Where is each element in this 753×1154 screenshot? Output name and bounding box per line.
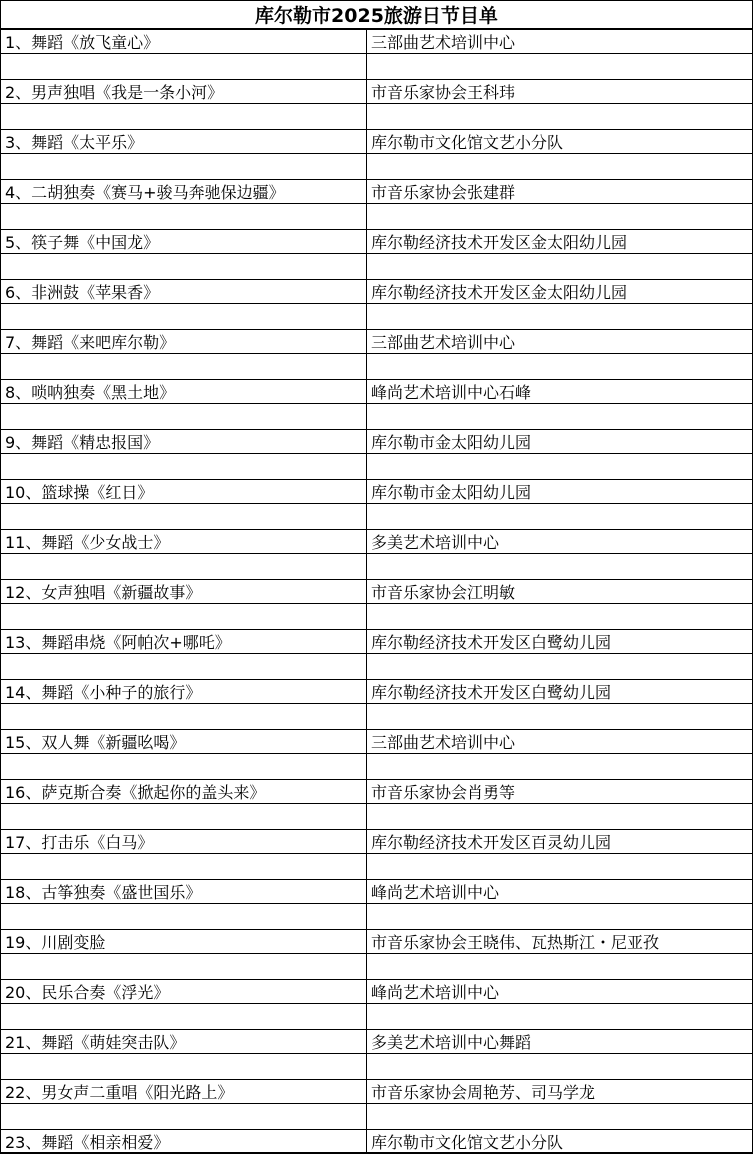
empty-cell (1, 104, 367, 130)
performer-cell: 三部曲艺术培训中心 (367, 330, 753, 354)
table-row (1, 580, 753, 604)
table-row (1, 1080, 753, 1104)
spacer-row (1, 204, 753, 230)
table-row (1, 930, 753, 954)
spacer-row (1, 454, 753, 480)
program-cell: 12、女声独唱《新疆故事》 (1, 580, 367, 604)
empty-cell (1, 804, 367, 830)
program-cell: 19、川剧变脸 (1, 930, 367, 954)
empty-cell (367, 454, 753, 480)
empty-cell (1, 1054, 367, 1080)
spacer-row (1, 904, 753, 930)
empty-cell (1, 704, 367, 730)
empty-cell (1, 754, 367, 780)
table-row (1, 380, 753, 404)
performer-cell: 峰尚艺术培训中心石峰 (367, 380, 753, 404)
empty-cell (1, 254, 367, 280)
empty-cell (1, 1004, 367, 1030)
program-cell: 15、双人舞《新疆吆喝》 (1, 730, 367, 754)
performer-cell: 市音乐家协会周艳芳、司马学龙 (367, 1080, 753, 1104)
performer-cell: 三部曲艺术培训中心 (367, 730, 753, 754)
empty-cell (1, 1104, 367, 1130)
program-cell: 17、打击乐《白马》 (1, 830, 367, 854)
performer-cell: 市音乐家协会张建群 (367, 180, 753, 204)
performer-cell: 峰尚艺术培训中心 (367, 980, 753, 1004)
empty-cell (367, 1104, 753, 1130)
table-row (1, 680, 753, 704)
empty-cell (367, 154, 753, 180)
spacer-row (1, 804, 753, 830)
spacer-row (1, 854, 753, 880)
empty-cell (367, 404, 753, 430)
performer-cell: 市音乐家协会江明敏 (367, 580, 753, 604)
empty-cell (367, 954, 753, 980)
empty-cell (1, 554, 367, 580)
empty-cell (367, 254, 753, 280)
empty-cell (367, 304, 753, 330)
spacer-row (1, 404, 753, 430)
program-cell: 21、舞蹈《萌娃突击队》 (1, 1030, 367, 1054)
spacer-row (1, 954, 753, 980)
table-row (1, 330, 753, 354)
empty-cell (1, 204, 367, 230)
table-row (1, 180, 753, 204)
performer-cell: 市音乐家协会王科玮 (367, 80, 753, 104)
program-cell: 4、二胡独奏《赛马+骏马奔驰保边疆》 (1, 180, 367, 204)
empty-cell (367, 554, 753, 580)
empty-cell (367, 854, 753, 880)
performer-cell: 库尔勒经济技术开发区金太阳幼儿园 (367, 230, 753, 254)
empty-cell (1, 604, 367, 630)
program-table-body (1, 30, 753, 1154)
spacer-row (1, 654, 753, 680)
empty-cell (1, 54, 367, 80)
empty-cell (367, 654, 753, 680)
performer-cell: 库尔勒经济技术开发区白鹭幼儿园 (367, 680, 753, 704)
spacer-row (1, 604, 753, 630)
table-row (1, 1030, 753, 1054)
program-cell: 6、非洲鼓《苹果香》 (1, 280, 367, 304)
empty-cell (367, 354, 753, 380)
program-table (0, 29, 753, 1154)
empty-cell (1, 404, 367, 430)
table-row (1, 430, 753, 454)
performer-cell: 库尔勒市金太阳幼儿园 (367, 480, 753, 504)
table-row (1, 130, 753, 154)
table-row (1, 530, 753, 554)
performer-cell: 库尔勒经济技术开发区金太阳幼儿园 (367, 280, 753, 304)
empty-cell (367, 804, 753, 830)
table-row (1, 80, 753, 104)
program-cell: 22、男女声二重唱《阳光路上》 (1, 1080, 367, 1104)
spacer-row (1, 54, 753, 80)
empty-cell (367, 204, 753, 230)
table-row (1, 780, 753, 804)
empty-cell (1, 354, 367, 380)
program-cell: 10、篮球操《红日》 (1, 480, 367, 504)
empty-cell (367, 54, 753, 80)
empty-cell (1, 454, 367, 480)
empty-cell (367, 104, 753, 130)
spacer-row (1, 704, 753, 730)
performer-cell: 库尔勒市文化馆文艺小分队 (367, 130, 753, 154)
performer-cell: 库尔勒经济技术开发区白鹭幼儿园 (367, 630, 753, 654)
spacer-row (1, 554, 753, 580)
program-cell: 13、舞蹈串烧《阿帕次+哪吒》 (1, 630, 367, 654)
empty-cell (1, 654, 367, 680)
table-row (1, 30, 753, 54)
program-cell: 3、舞蹈《太平乐》 (1, 130, 367, 154)
spacer-row (1, 504, 753, 530)
empty-cell (1, 154, 367, 180)
table-row (1, 280, 753, 304)
empty-cell (367, 604, 753, 630)
table-row (1, 830, 753, 854)
spacer-row (1, 754, 753, 780)
performer-cell: 三部曲艺术培训中心 (367, 30, 753, 54)
program-cell: 23、舞蹈《相亲相爱》 (1, 1130, 367, 1154)
empty-cell (1, 854, 367, 880)
program-cell: 16、萨克斯合奏《掀起你的盖头来》 (1, 780, 367, 804)
program-cell: 8、唢呐独奏《黑土地》 (1, 380, 367, 404)
spacer-row (1, 254, 753, 280)
empty-cell (1, 904, 367, 930)
table-row (1, 880, 753, 904)
empty-cell (1, 304, 367, 330)
performer-cell: 市音乐家协会王晓伟、瓦热斯江・尼亚孜 (367, 930, 753, 954)
program-cell: 11、舞蹈《少女战士》 (1, 530, 367, 554)
empty-cell (367, 704, 753, 730)
performer-cell: 库尔勒市文化馆文艺小分队 (367, 1130, 753, 1154)
empty-cell (367, 1004, 753, 1030)
table-row (1, 480, 753, 504)
program-cell: 18、古筝独奏《盛世国乐》 (1, 880, 367, 904)
spacer-row (1, 354, 753, 380)
table-row (1, 1130, 753, 1154)
program-cell: 2、男声独唱《我是一条小河》 (1, 80, 367, 104)
performer-cell: 市音乐家协会肖勇等 (367, 780, 753, 804)
table-row (1, 730, 753, 754)
spacer-row (1, 1004, 753, 1030)
empty-cell (367, 504, 753, 530)
performer-cell: 峰尚艺术培训中心 (367, 880, 753, 904)
empty-cell (367, 754, 753, 780)
performer-cell: 库尔勒市金太阳幼儿园 (367, 430, 753, 454)
program-cell: 7、舞蹈《来吧库尔勒》 (1, 330, 367, 354)
empty-cell (1, 954, 367, 980)
program-cell: 9、舞蹈《精忠报国》 (1, 430, 367, 454)
sheet-title: 库尔勒市2025旅游日节目单 (0, 0, 752, 29)
performer-cell: 多美艺术培训中心 (367, 530, 753, 554)
empty-cell (367, 904, 753, 930)
spacer-row (1, 154, 753, 180)
table-row (1, 230, 753, 254)
spacer-row (1, 304, 753, 330)
program-cell: 20、民乐合奏《浮光》 (1, 980, 367, 1004)
table-row (1, 630, 753, 654)
program-cell: 1、舞蹈《放飞童心》 (1, 30, 367, 54)
table-row (1, 980, 753, 1004)
performer-cell: 多美艺术培训中心舞蹈 (367, 1030, 753, 1054)
spacer-row (1, 1054, 753, 1080)
program-cell: 5、筷子舞《中国龙》 (1, 230, 367, 254)
spacer-row (1, 104, 753, 130)
program-cell: 14、舞蹈《小种子的旅行》 (1, 680, 367, 704)
empty-cell (367, 1054, 753, 1080)
empty-cell (1, 504, 367, 530)
performer-cell: 库尔勒经济技术开发区百灵幼儿园 (367, 830, 753, 854)
spacer-row (1, 1104, 753, 1130)
